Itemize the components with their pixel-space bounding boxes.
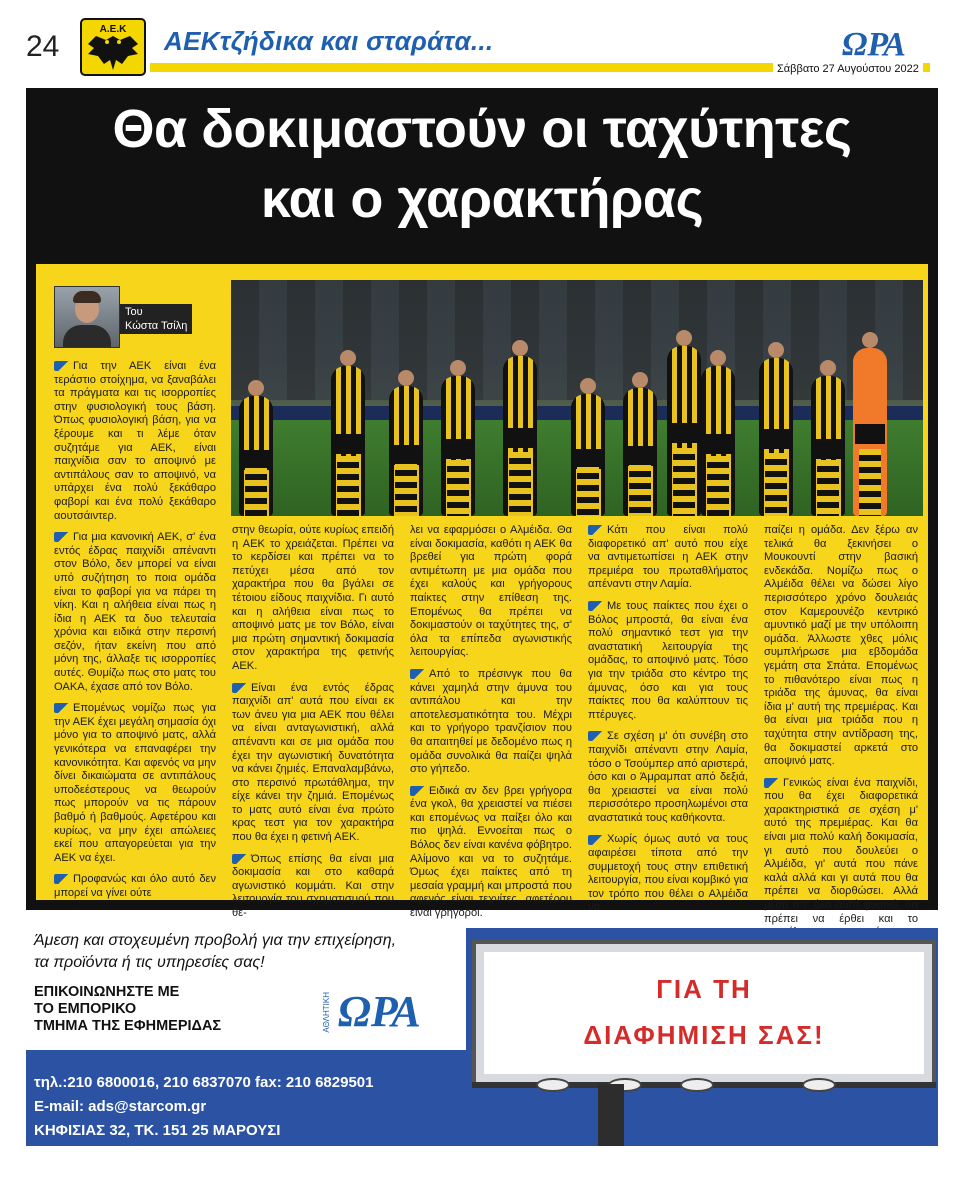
article-paragraph xyxy=(410,785,572,921)
byline-name: Κώστα Τσίλη xyxy=(125,320,188,332)
paragraph-text: Είναι ένα εντός έδρας παιχνίδι απ' αυτά που είναι εκ των άνευ για μια ΑΕΚ που θέλει να είναι ανταγωνιστική, αλλά απέναντι και σε μια ομάδα που έχει την αγωνιστική δυνατότητα να κάνει ζημιές. Επαναλαμβάνω, στο περσινό πρωτάθλημα, την είχε κάνει την ζημιά. Επομένως το ματς αυτό είναι ένα πρώτο κρας τεστ για τον χαρακτήρα που θα έχει η φετινή ΑΕΚ. xyxy=(232,681,394,844)
article-paragraph xyxy=(588,730,748,825)
article-column-5 xyxy=(764,524,918,961)
paragraph-text: Ειδικά αν δεν βρει γρήγορα ένα γκολ, θα χρειαστεί να πιέσει και επομένως να παίξει όλο και πιο ψηλά. Εννοείται πως ο Βόλος δεν είναι κανένα φόβητρο. Αλίμονο και να το συζητάμε. Όμως έχει παίκτες από τη μεσαία γραμμή και μπροστά που αφενός είναι τεχνίτες, αφετέρου είναι γρήγοροι. xyxy=(410,784,572,920)
billboard-line-2: ΔΙΑΦΗΜΙΣΗ ΣΑΣ! xyxy=(583,1020,825,1050)
article-paragraph xyxy=(410,524,572,660)
paragraph-marker-icon xyxy=(588,601,604,611)
player-figure xyxy=(623,388,657,516)
headline-line-2: και ο χαρακτήρας xyxy=(260,169,704,229)
headline-line-1: Θα δοκιμαστούν οι ταχύτητες xyxy=(112,99,852,159)
article-paragraph xyxy=(588,833,748,915)
paragraph-marker-icon xyxy=(54,532,70,542)
newspaper-logo: ΩΡΑ xyxy=(842,26,906,63)
ad-contact-2: ΤΟ ΕΜΠΟΡΙΚΟ xyxy=(34,1001,137,1017)
player-figure xyxy=(441,376,475,516)
article-column-4 xyxy=(588,524,748,923)
paragraph-marker-icon xyxy=(232,683,248,693)
article-box xyxy=(26,88,938,925)
paragraph-marker-icon xyxy=(588,731,604,741)
paragraph-marker-icon xyxy=(54,874,70,884)
paragraph-marker-icon xyxy=(588,835,604,845)
page-header xyxy=(0,0,960,82)
team-photo xyxy=(231,280,923,516)
player-figure xyxy=(239,396,273,516)
article-column-3 xyxy=(410,524,572,929)
article-paragraph xyxy=(54,702,216,865)
player-figure xyxy=(667,346,701,516)
paragraph-text: στην θεωρία, ούτε κυρίως επειδή η ΑΕΚ το χρειάζεται. Πρέπει να το κερδίσει και πρέπει να το πετύχει μέσα από τον χαρακτήρα που θα βγάλει σε τέτοιου είδους παιχνίδια. Γι αυτό και η αλήθεια είναι πως το αποψινό ματς με τον Βόλο, είναι μια πρώτη σημαντική δοκιμασία στον χαρακτήρα της φετινής ΑΕΚ. xyxy=(232,524,394,672)
player-figure xyxy=(331,366,365,516)
paragraph-marker-icon xyxy=(232,854,248,864)
advertisement xyxy=(26,928,938,1146)
billboard-pole xyxy=(598,1084,624,1146)
article-paragraph xyxy=(232,853,394,921)
player-figure xyxy=(503,356,537,516)
paragraph-marker-icon xyxy=(410,786,426,796)
article-paragraph xyxy=(588,524,748,592)
billboard-lamp-icon xyxy=(680,1078,714,1092)
ad-tagline-1: Άμεση και στοχευμένη προβολή για την επιχείρηση, xyxy=(34,932,397,949)
article-column-1 xyxy=(54,360,216,909)
article-paragraph xyxy=(54,531,216,694)
article-body xyxy=(36,264,928,925)
billboard xyxy=(472,940,936,1086)
article-column-2 xyxy=(232,524,394,929)
paragraph-text: λει να εφαρμόσει ο Αλμέιδα. Θα είναι δοκιμασία, καθότι η ΑΕΚ θα βρεθεί για πρώτη φορά αντιμέτωπη με μια ομάδα που έχει καλούς και γρήγορους παίκτες στην επίθεση της. Επομένως θα πρέπει να δοκιμαστούν οι ταχύτητες της, σ' όλα τα επίπεδα αγωνιστικής λειτουργίας. xyxy=(410,524,572,659)
paragraph-text: Επομένως νομίζω πως για την ΑΕΚ έχει μεγάλη σημασία όχι μόνο για το αποψινό ματς, αλλά γενικότερα να επαναφέρει την κανονικότητα. Και αφενός να μην δίνει δικαιώματα σε αντιπάλους υποδεέστερους να θεωρούν πως μπορούν να τις πάρουν βαθμό ή βαθμούς. Αφετέρου και κυρίως, να μην έχει απώλειες εκεί που απαγορεύεται για την ΑΕΚ να έχει. xyxy=(54,702,216,864)
paragraph-marker-icon xyxy=(54,703,70,713)
headline xyxy=(26,94,938,234)
paragraph-marker-icon xyxy=(764,778,780,788)
billboard-line-1: ΓΙΑ ΤΗ xyxy=(656,974,752,1004)
paragraph-marker-icon xyxy=(588,525,604,535)
crest-text: Α.Ε.Κ xyxy=(99,24,127,35)
player-figure xyxy=(853,348,887,516)
ad-address: ΚΗΦΙΣΙΑΣ 32, ΤΚ. 151 25 ΜΑΡΟΥΣΙ xyxy=(34,1122,281,1139)
billboard-lamp-icon xyxy=(802,1078,836,1092)
paragraph-text: Με τους παίκτες που έχει ο Βόλος μπροστά, θα είναι ένα πολύ σημαντικό τεστ για την αναστατική λειτουργία της ομάδας, το αποψινό ματς. Τόσο για την τριάδα στο κέντρο της άμυνας, όσο και για τους παίκτες που θα καλύπτουν τις πτέρυγες. xyxy=(588,599,748,721)
article-paragraph xyxy=(764,777,918,954)
paragraph-text: Γενικώς είναι ένα παιχνίδι, που θα έχει διαφορετικά χαρακτηριστικά σε σχέση μ' αυτό της πρεμιέρας. Και θα είναι μια πολύ καλή δοκιμασία, γι αυτό που δουλεύει ο Αλμέιδα, γι' αυτά που πάνε καλά αλλά και γι αυτά που θα πρέπει να διορθώσει. Αλλά μέσα απ' όλο αυτό φυσικά, θα πρέπει να έρθει και το xyxy=(764,776,918,925)
page-number: 24 xyxy=(26,30,60,63)
paragraph-text: Χωρίς όμως αυτό να τους αφαιρέσει τίποτα από την συμμετοχή τους στην επιθετική λειτουργία, που είναι κομβικό για τον τρόπο που θέλει ο Αλμέιδα να xyxy=(588,833,748,914)
issue-date: Σάββατο 27 Αυγούστου 2022 xyxy=(773,63,923,75)
player-figure xyxy=(759,358,793,516)
article-paragraph xyxy=(54,873,216,900)
paragraph-marker-icon xyxy=(54,361,70,371)
article-paragraph xyxy=(588,600,748,722)
byline-prefix: Του xyxy=(125,306,143,318)
ad-logo-sub: ΑΘΛΗΤΙΚΗ xyxy=(322,992,331,1033)
player-figure xyxy=(571,394,605,516)
paragraph-text: Για μια κανονική ΑΕΚ, σ' ένα εντός έδρας παιχνίδι απέναντι στον Βόλο, δεν μπορεί να είναι υπό συζήτηση το ποια ομάδα είναι το φαβορί για να πάρει τη νίκη. Και η αλήθεια είναι πως η ίδια η ΑΕΚ τα δυο τελευταία χρόνια και ειδικά στην περσινή σεζόν, ήταν εκείνη που από μόνη της, άλλαξε τις ισορροπίες αυτές. Θυμίζω πως στο ματς του ΟΑΚΑ, έχασε από τον Βόλο. xyxy=(54,531,216,693)
section-title: ΑΕΚτζήδικα και σταράτα... xyxy=(164,26,494,56)
article-paragraph xyxy=(232,524,394,674)
player-figure xyxy=(389,386,423,516)
paragraph-text: Κάτι που είναι πολύ διαφορετικό απ' αυτό που είχε να αντιμετωπίσει η ΑΕΚ στην πρεμιέρα του πρωταθλήματος απέναντι στην Λαμία. xyxy=(588,524,748,591)
article-paragraph xyxy=(764,524,918,769)
paragraph-text: Όπως επίσης θα είναι μια δοκιμασία και στο καθαρά αγωνιστικό κομμάτι. Και στην λειτουργία του σχηματισμού που θέ- xyxy=(232,852,394,920)
article-paragraph xyxy=(410,668,572,777)
byline xyxy=(120,304,192,334)
aek-crest-icon xyxy=(80,18,146,76)
paragraph-marker-icon xyxy=(410,669,426,679)
ad-email: E-mail: ads@starcom.gr xyxy=(34,1098,207,1115)
player-figure xyxy=(701,366,735,516)
article-paragraph xyxy=(232,682,394,845)
player-figure xyxy=(811,376,845,516)
ad-contact-1: ΕΠΙΚΟΙΝΩΝΗΣΤΕ ΜΕ xyxy=(34,984,180,1000)
ad-phone: τηλ.:210 6800016, 210 6837070 fax: 210 6829501 xyxy=(34,1074,374,1091)
paragraph-text: παίζει η ομάδα. Δεν ξέρω αν τελικά θα ξεκινήσει ο Μουκουντί στην βασική ενδεκάδα. Νομίζω πως ο Αλμέιδα θέλει να δώσει λίγο περισσότερο χρόνο δουλειάς στον Καμερουνέζο κεντρικό αμυντικό μαζί με την υπόλοιπη ομάδα. Άλλωστε χθες μόλις συμπλήρωσε μια εβδομάδα γεμάτη στα Σπάτα. Επομένως το πιθανότερο είναι πως η τριάδα της άμυνας, θα είναι ίδια μ' αυτή της πρεμιέρας. Και θα είναι μια τριάδα που η ταχύτητα στην αντίδραση της, θα δοκιμαστεί αρκετά στο αποψινό ματς. xyxy=(764,524,918,768)
paragraph-text: Προφανώς και όλο αυτό δεν μπορεί να γίνει ούτε xyxy=(54,873,216,899)
billboard-lamp-icon xyxy=(536,1078,570,1092)
ad-contact-3: ΤΜΗΜΑ ΤΗΣ ΕΦΗΜΕΡΙΔΑΣ xyxy=(34,1018,222,1034)
paragraph-text: Από το πρέσινγκ που θα κάνει χαμηλά στην άμυνα του αντιπάλου και την αποτελεσματικότητα του. Μέχρι και το γρήγορο τρανζίσιον που θα απαιτηθεί με δεδομένο πως η ομάδα συνολικά θα παίζει ψηλά στο γήπεδο. xyxy=(410,667,572,776)
article-paragraph xyxy=(54,360,216,523)
paragraph-text: Για την ΑΕΚ είναι ένα τεράστιο στοίχημα, να ξαναβάλει τα πράγματα και τις ισορροπίες στην φυσιολογική τους βάση. Όπως φυσιολογική βάση, για να ξέρουμε και τι λέμε όταν συζητάμε για ΑΕΚ, είναι παιχνίδια σαν το αποψινό με αντιπάλους σαν το αποψινό, να υπάρχει ένα πολύ ξεκάθαρο φαβορί και ένα πολύ ξεκάθαρο αουτσάιντερ. xyxy=(54,360,216,522)
paragraph-text: Σε σχέση μ' ότι συνέβη στο παιχνίδι απέναντι στην Λαμία, τόσο ο Τσούμπερ από αριστερά, όσο και ο Άμραμπατ από δεξιά, θα χρειαστεί να είναι πολύ περισσότερο προσηλωμένοι στα αναστατικά τους καθήκοντα. xyxy=(588,730,748,824)
ad-tagline-2: τα προϊόντα ή τις υπηρεσίες σας! xyxy=(34,954,265,971)
ad-logo: ΩΡΑ xyxy=(338,987,421,1036)
ad-tagline xyxy=(26,928,466,976)
author-photo xyxy=(54,286,120,348)
